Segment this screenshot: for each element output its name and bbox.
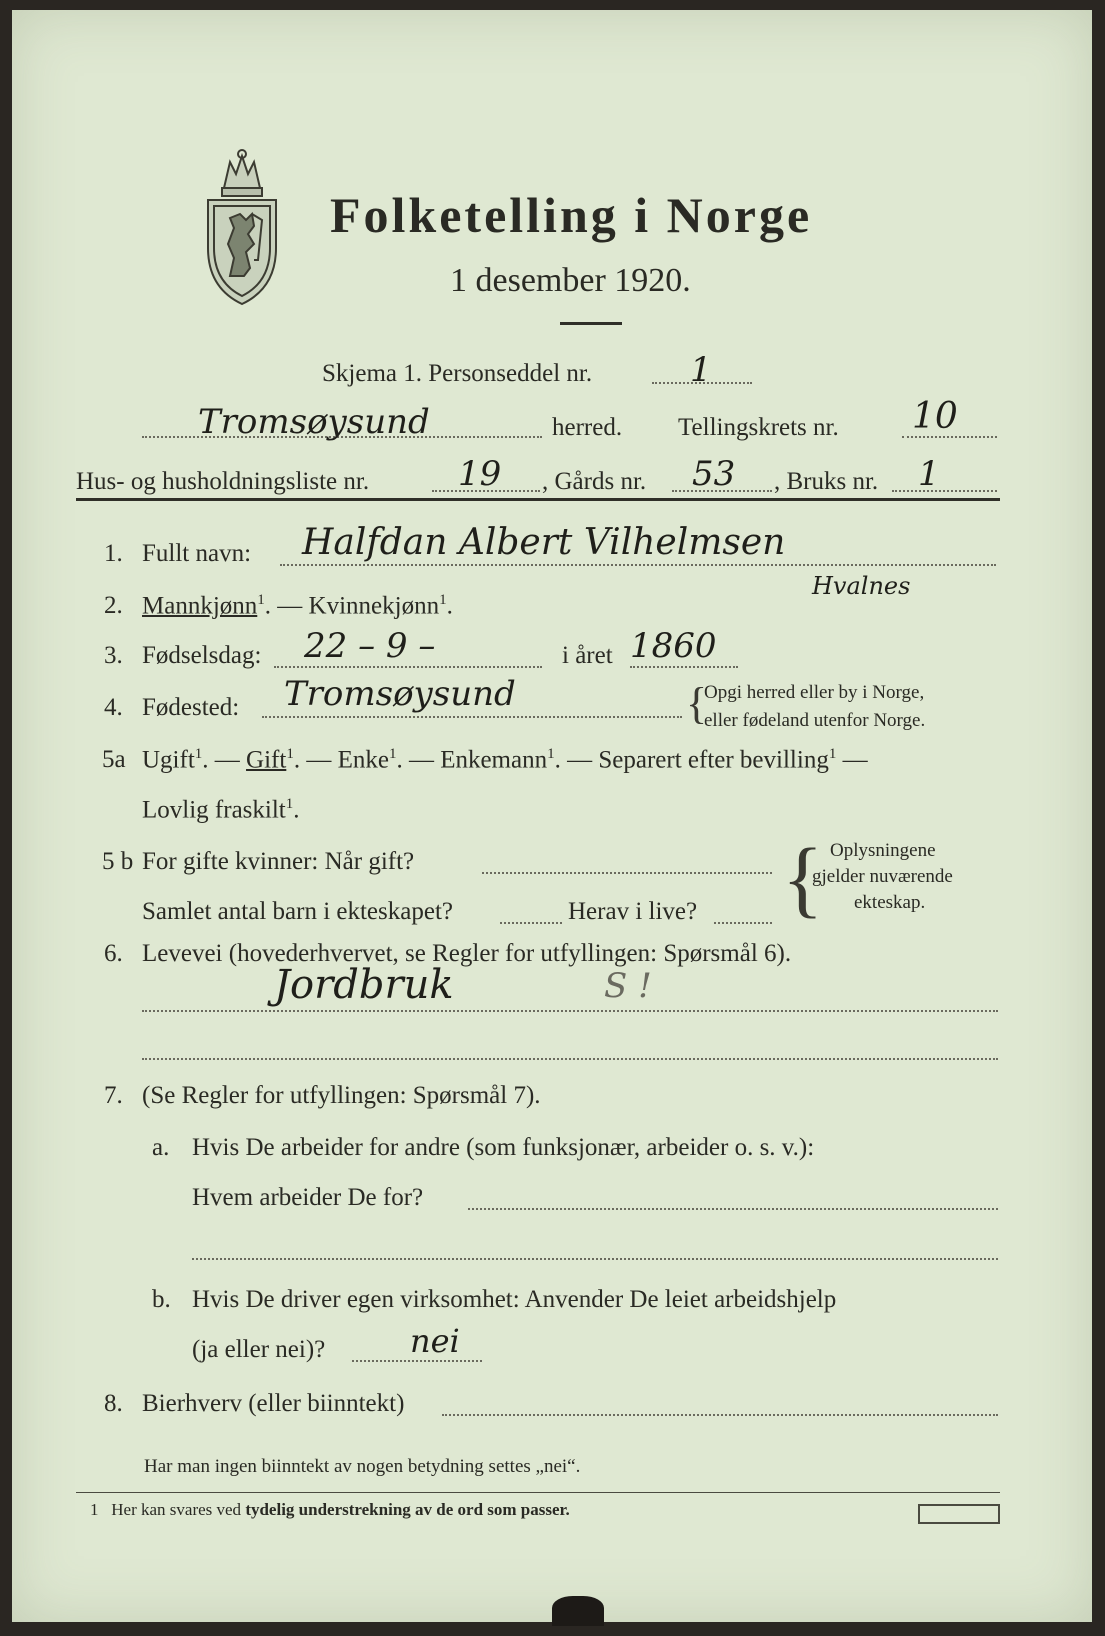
q5a-line-2: Lovlig fraskilt$^1$. (142, 796, 300, 824)
gift-option: Gift (246, 746, 287, 774)
occupation-mark: S ! (604, 966, 652, 1006)
header-rule (76, 498, 1000, 501)
q2-end: . (446, 592, 453, 620)
q5b-label-1: For gifte kvinner: Når gift? (142, 848, 415, 875)
hus-value: 19 (458, 454, 502, 494)
full-name-value: Halfdan Albert Vilhelmsen (302, 522, 786, 563)
birth-year-value: 1860 (630, 626, 717, 666)
tellingskrets-value: 10 (912, 396, 958, 437)
q5a-sep-3: . — (396, 746, 441, 774)
q5b-note-1: Oplysningene (830, 840, 936, 861)
q4-note-2: eller fødeland utenfor Norge. (704, 710, 926, 731)
q7a-dotted-line-1 (468, 1208, 998, 1210)
personseddel-number: 1 (690, 350, 712, 390)
q3-year-dotted-line (630, 666, 738, 668)
gards-label: , Gårds nr. (542, 468, 647, 495)
q4-number: 4. (104, 694, 123, 721)
full-name-extra: Hvalnes (812, 572, 911, 600)
q5b-married-dotted-line (482, 872, 772, 874)
q8-label: Bierhverv (eller biinntekt) (142, 1390, 405, 1417)
q6-dotted-line-2 (142, 1058, 998, 1060)
q5b-alive-dotted-line (714, 922, 772, 924)
q3-label: Fødselsdag: (142, 642, 262, 669)
hus-label: Hus- og husholdningsliste nr. (76, 468, 370, 495)
q7a-label-2: Hvem arbeider De for? (192, 1184, 424, 1211)
q4-brace: { (686, 679, 708, 728)
q8-dotted-line (442, 1414, 998, 1416)
hired-help-value: nei (410, 1322, 460, 1360)
q5b-note-3: ekteskap. (854, 892, 926, 913)
occupation-value: Jordbruk (274, 962, 454, 1008)
q1-label: Fullt navn: (142, 540, 252, 567)
footnote (90, 1500, 570, 1520)
q5b-label-2: Samlet antal barn i ekteskapet? (142, 898, 453, 925)
norwegian-coat-of-arms-icon (200, 148, 284, 308)
q5b-label-3: Herav i live? (568, 898, 698, 925)
footnote-text-b: tydelig understrekning av de ord som passer. (245, 1500, 570, 1519)
enkemann-option: Enkemann (440, 746, 548, 774)
female-option: Kvinnekjønn (308, 592, 440, 620)
q5b-number: 5 b (102, 848, 134, 875)
q7-number: 7. (104, 1082, 123, 1109)
birthplace-value: Tromsøysund (284, 674, 516, 714)
q5b-note-2: gjelder nuværende (812, 866, 953, 887)
census-form-sheet (12, 10, 1092, 1622)
herred-label: herred. (552, 414, 623, 441)
tellingskrets-label: Tellingskrets nr. (678, 414, 839, 441)
q8-number: 8. (104, 1390, 123, 1417)
bruks-value: 1 (918, 454, 940, 494)
q5a-number: 5a (102, 746, 126, 773)
bruks-label: , Bruks nr. (774, 468, 879, 495)
paper-tear (552, 1596, 604, 1626)
q7-label: (Se Regler for utfyllingen: Spørsmål 7). (142, 1082, 541, 1109)
q4-note-1: Opgi herred eller by i Norge, (704, 682, 925, 703)
q3-number: 3. (104, 642, 123, 669)
q6-label: Levevei (hovederhvervet, se Regler for utfyllingen: Spørsmål 6). (142, 940, 792, 967)
q5b-brace: { (782, 830, 824, 926)
skjema-label: Skjema 1. Personseddel nr. (322, 360, 593, 387)
q7a-number: a. (152, 1134, 170, 1161)
q1-dotted-line (280, 564, 996, 566)
q7a-dotted-line-2 (192, 1258, 998, 1260)
q7b-dotted-line (352, 1360, 482, 1362)
q6-number: 6. (104, 940, 123, 967)
q2-separator: . — (264, 592, 309, 620)
q5a-sep-1: . — (202, 746, 247, 774)
q5b-children-dotted-line (500, 922, 562, 924)
q4-label: Fødested: (142, 694, 240, 721)
title-divider (560, 322, 622, 325)
q7b-label-1: Hvis De driver egen virksomhet: Anvender De leiet arbeidshjelp (192, 1286, 837, 1313)
separert-option: Separert efter bevilling (598, 746, 829, 774)
q7a-label-1: Hvis De arbeider for andre (som funksjonær, arbeider o. s. v.): (192, 1134, 815, 1161)
ugift-option: Ugift (142, 746, 195, 774)
lovlig-fraskilt-option: Lovlig fraskilt (142, 796, 286, 824)
q7b-label-2: (ja eller nei)? (192, 1336, 326, 1363)
q4-dotted-line (262, 716, 682, 718)
footnote-number: 1 (90, 1500, 99, 1519)
q7b-number: b. (152, 1286, 171, 1313)
q5a-sep-4: . — (554, 746, 599, 774)
q6-dotted-line-1 (142, 1010, 998, 1012)
herred-value: Tromsøysund (198, 402, 430, 442)
form-title: Folketelling i Norge (330, 187, 813, 243)
q3-year-label: i året (562, 642, 613, 669)
birth-date-value: 22 – 9 – (304, 626, 436, 666)
footnote-text-a: Her kan svares ved (111, 1500, 246, 1519)
q2-number: 2. (104, 592, 123, 619)
q5a-sep-2: . — (293, 746, 338, 774)
census-date: 1 desember 1920. (450, 262, 691, 299)
enke-option: Enke (337, 746, 389, 774)
footer-rule (76, 1492, 1000, 1493)
printer-stamp-icon (918, 1504, 1000, 1524)
footer-note: Har man ingen biinntekt av nogen betydning settes „nei“. (144, 1456, 581, 1477)
male-option: Mannkjønn (142, 592, 258, 620)
gards-value: 53 (692, 454, 736, 494)
q3-dotted-line (274, 666, 542, 668)
q5a-line: Ugift$^1$. — Gift$^1$. — Enke$^1$. — Enkemann$^1$. — Separert efter bevilling$^1$ — (142, 746, 868, 774)
q2-line: Mannkjønn$^1$. — Kvinnekjønn$^1$. (142, 592, 453, 620)
bruks-dotted-line (892, 490, 997, 492)
q1-number: 1. (104, 540, 123, 567)
